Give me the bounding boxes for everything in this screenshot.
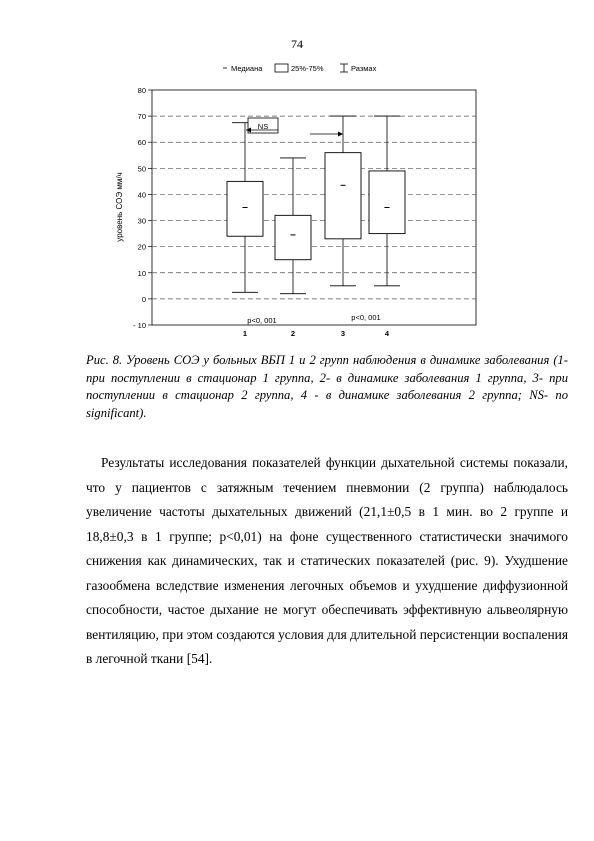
box-plot-chart (0, 0, 594, 345)
y-tick-label: 50 (137, 164, 146, 174)
y-tick-label: 70 (137, 112, 146, 122)
body-text (86, 451, 568, 672)
legend-box-marker (275, 64, 288, 72)
x-tick-label: 4 (384, 329, 390, 338)
x-tick-label: 1 (242, 329, 248, 338)
iqr-box (275, 215, 311, 259)
page-number: 74 (291, 37, 303, 51)
ns-arrow-right (338, 132, 343, 137)
body-paragraph: Результаты исследования показателей функции дыхательной системы показали, что у пациентов с затяжным течением пневмонии (2 группа) наблюдалось увеличение частоты дыхательных движений (21,1±0,5 в 1 мин. во 2 группе и 18,8±0,3 в 1 группе; p<0,01) на фоне существенного статистически значимого снижения как динамических, так и статических показателей (рис. 9). Ухудшение газообмена вследствие изменения легочных объемов и ухудшение диффузионной способности, частое дыхание не могут обеспечивать эффективную альвеолярную вентиляцию, при этом создаются условия для длительной персистенции воспаления в легочной ткани [54]. (86, 455, 568, 666)
figure-box-plot (0, 0, 594, 345)
x-tick-label: 3 (340, 329, 346, 338)
y-tick-label: 80 (137, 86, 146, 95)
y-tick-label: 0 (141, 294, 146, 304)
figure-caption: Рис. 8. Уровень СОЭ у больных ВБП 1 и 2 групп наблюдения в динамике заболевания (1- при поступлении в стационар 1 группа, 2- в динамике заболевания 1 группа, 3- при поступлении в стационар 2 группа, 4 - в динамике заболевания 2 группа; NS- no significant). (86, 353, 568, 420)
legend-box-label: 25%-75% (291, 64, 324, 73)
plot-frame (152, 90, 476, 325)
y-tick-label: - 10 (133, 321, 146, 330)
iqr-box (227, 181, 263, 236)
p-value-label-2: p<0, 001 (351, 313, 381, 322)
y-tick-label: 20 (137, 242, 146, 252)
x-tick-label: 2 (290, 329, 296, 338)
y-tick-label: 30 (137, 216, 146, 226)
legend-whisker-label: Размах (351, 64, 377, 73)
iqr-box (325, 153, 361, 239)
ns-label: NS (257, 122, 269, 131)
iqr-box (369, 171, 405, 234)
y-tick-label: 10 (137, 268, 146, 278)
y-tick-label: 60 (137, 138, 146, 148)
legend-median-label: Медиана (231, 64, 263, 73)
p-value-label-1: p<0, 001 (247, 316, 277, 325)
y-axis-label: уровень СОЭ мм/ч (115, 172, 124, 242)
y-tick-label: 40 (137, 190, 146, 200)
